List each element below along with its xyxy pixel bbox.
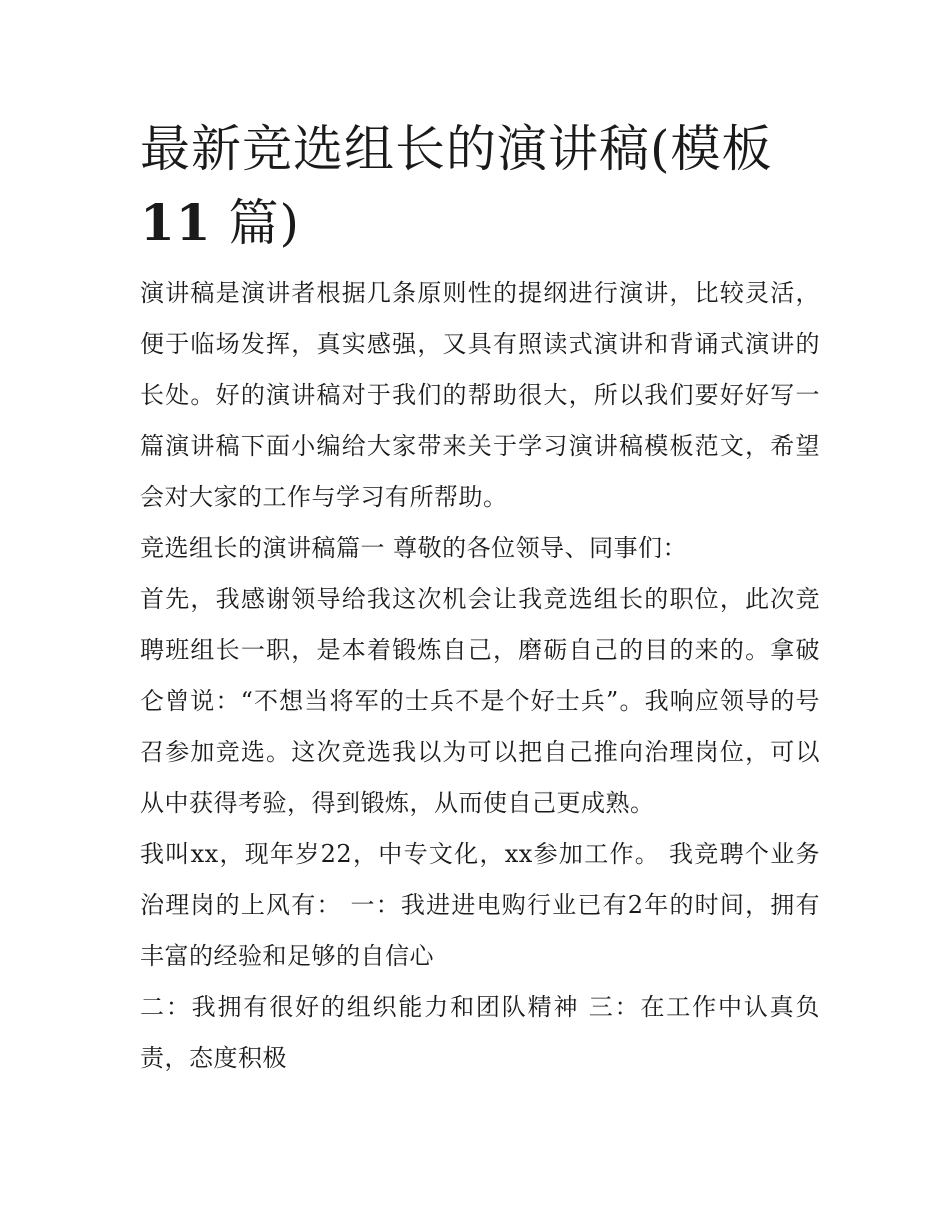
document-page xyxy=(140,112,820,1084)
intro-paragraph: 演讲稿是演讲者根据几条原则性的提纲进行演讲，比较灵活，便于临场发挥，真实感强，又具有照读式演讲和背诵式演讲的长处。好的演讲稿对于我们的帮助很大，所以我们要好好写一篇演讲稿下面小编给大家带来关于学习演讲稿模板范文，希望会对大家的工作与学习有所帮助。 xyxy=(140,279,820,511)
title-suffix: 篇) xyxy=(228,194,301,252)
title-text: 最新竞选组长的演讲稿(模板 xyxy=(140,120,773,178)
title-number: 11 xyxy=(140,193,212,252)
body-paragraph-3: 二：我拥有很好的组织能力和团队精神 三：在工作中认真负责，态度积极 xyxy=(140,993,820,1072)
speech-heading-paragraph: 竞选组长的演讲稿篇一 尊敬的各位领导、同事们： xyxy=(140,534,688,562)
body-paragraph-1: 首先，我感谢领导给我这次机会让我竞选组长的职位，此次竞聘班组长一职，是本着锻炼自己，磨砺自己的目的来的。拿破仑曾说：“不想当将军的士兵不是个好士兵”。我响应领导的号召参加竞选。这次竞选我以为可以把自己推向治理岗位，可以从中获得考验，得到锻炼，从而使自己更成熟。 xyxy=(140,585,820,817)
document-title xyxy=(140,112,780,260)
body-paragraph-2: 我叫xx，现年岁22，中专文化，xx参加工作。 我竞聘个业务治理岗的上风有： 一：我进进电购行业已有2年的时间，拥有丰富的经验和足够的自信心 xyxy=(140,840,820,970)
